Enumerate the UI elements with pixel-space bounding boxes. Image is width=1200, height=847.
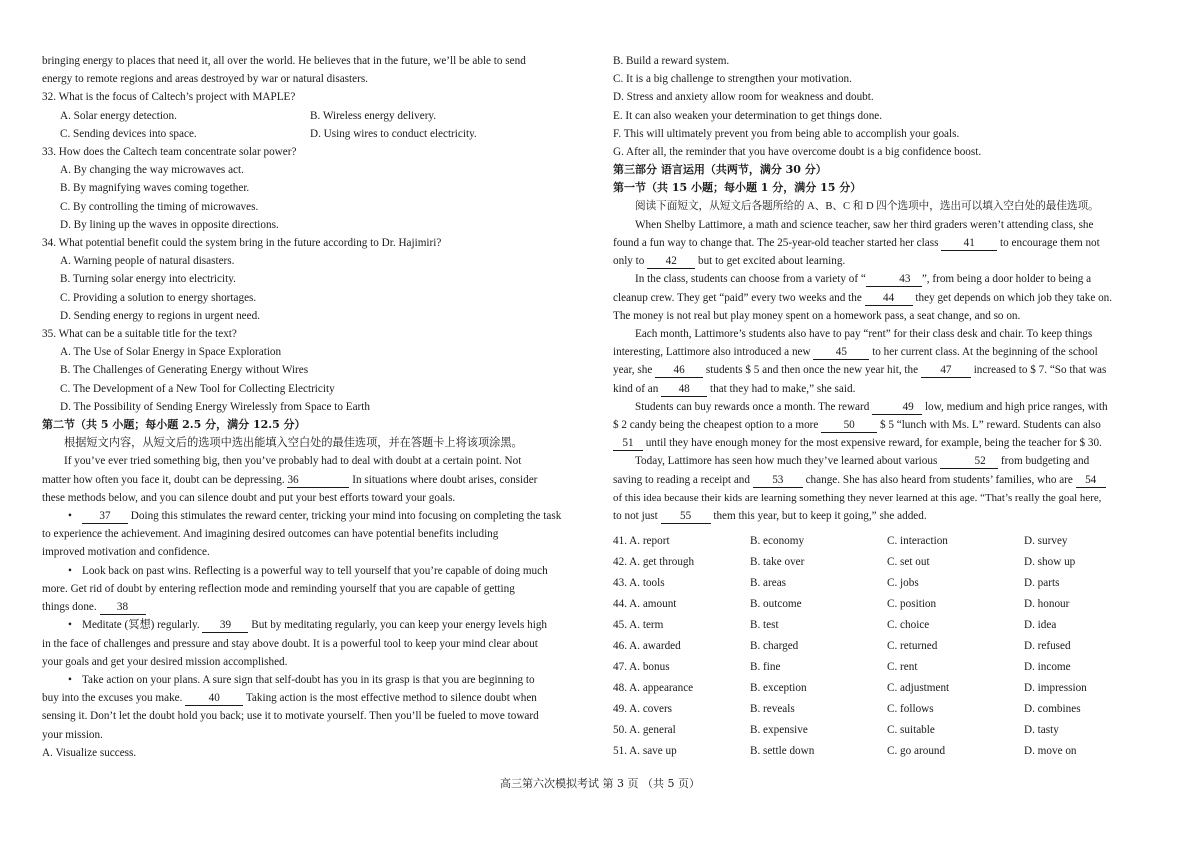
bullet-icon: •	[68, 619, 72, 632]
option-c: C. It is a big challenge to strengthen your motivation.	[613, 73, 852, 86]
option-d: D. move on	[1024, 745, 1077, 757]
option: A. Solar energy detection.	[60, 109, 177, 122]
blank-39: 39	[202, 618, 248, 633]
option-a: 42. A. get through	[613, 556, 695, 568]
passage-line: Today, Lattimore has seen how much they’ve learned about various 52 from budgeting and	[635, 455, 1090, 468]
option-d: D. income	[1024, 661, 1071, 673]
instructions: 根据短文内容，从短文后的选项中选出能填入空白处的最佳选项，并在答题卡上将该项涂黑。	[64, 437, 523, 450]
option: A. Warning people of natural disasters.	[60, 255, 235, 268]
passage-line: • Take action on your plans. A sure sign that self-doubt has you in its grasp is that you are beginning to	[42, 671, 610, 689]
passage-line: 51 until they have enough money for the most expensive reward, for example, being the teacher for $ 30.	[613, 434, 1161, 452]
options-row-49	[613, 699, 1161, 720]
option: C. By controlling the timing of microwaves.	[60, 200, 259, 213]
options-table	[613, 531, 1161, 762]
option-b: B. exception	[750, 682, 807, 694]
options-row-50	[613, 720, 1161, 741]
passage-line: Students can buy rewards once a month. The reward 49 low, medium and high price ranges, with	[635, 400, 1108, 413]
instructions: 阅读下面短文，从短文后各题所给的 A、B、C 和 D 四个选项中，选出可以填入空白处的最佳选项。	[635, 200, 1099, 212]
option-b: B. outcome	[750, 598, 802, 610]
passage-line: saving to reading a receipt and 53 change. She has also heard from students’ families, who are 54	[613, 471, 1161, 489]
passage-line: The money is not real but play money spent on a homework pass, a seat change, and so on.	[613, 309, 1021, 322]
blank-49: 49	[872, 400, 922, 415]
passage-line: your goals and get your desired mission accomplished.	[42, 655, 288, 668]
blank-48: 48	[661, 382, 707, 397]
option-g: G. After all, the reminder that you have overcome doubt is a big confidence boost.	[613, 146, 982, 159]
text-line: energy to remote regions and areas destroyed by war or natural disasters.	[42, 73, 368, 86]
passage-line: more. Get rid of doubt by entering reflection mode and reminding yourself that you are capable of getting	[42, 582, 515, 595]
passage-line: $ 2 candy being the cheapest option to a more 50 $ 5 “lunch with Ms. L” reward. Students can also	[613, 419, 1101, 432]
options-row	[42, 125, 610, 143]
option-a: 44. A. amount	[613, 598, 677, 610]
options-row-46	[613, 636, 1161, 657]
bullet-icon: •	[68, 510, 72, 523]
option-d: D. tasty	[1024, 724, 1059, 736]
option-b: B. Build a reward system.	[613, 55, 730, 67]
options-row-48	[613, 678, 1161, 699]
option-d: D. parts	[1024, 577, 1060, 589]
passage-line: Each month, Lattimore’s students also have to pay “rent” for their class desk and chair. To keep things	[635, 328, 1093, 341]
options-row-41	[613, 531, 1161, 552]
option: D. Using wires to conduct electricity.	[310, 127, 477, 140]
options-row-42	[613, 552, 1161, 573]
passage-line: When Shelby Lattimore, a math and science teacher, saw her third graders weren’t attending class, she	[635, 218, 1094, 231]
option-d: D. refused	[1024, 640, 1071, 652]
option-a: 51. A. save up	[613, 745, 677, 757]
option: B. Wireless energy delivery.	[310, 109, 437, 122]
option: D. By lining up the waves in opposite directions.	[60, 218, 279, 231]
option-c: C. interaction	[887, 535, 948, 547]
passage-line: of this idea because their kids are learning something they never learned at this age. “That’s really the goal here,	[613, 491, 1102, 504]
passage-line: • Look back on past wins. Reflecting is a powerful way to tell yourself that you’re capable of doing much	[42, 562, 610, 580]
passage-line: to experience the achievement. And imagining desired outcomes can have potential benefits including	[42, 528, 499, 541]
question-35: 35. What can be a suitable title for the text?	[42, 328, 237, 341]
option-a: 41. A. report	[613, 535, 670, 547]
blank-37: 37	[82, 509, 128, 524]
option-a: 49. A. covers	[613, 703, 673, 715]
option: D. The Possibility of Sending Energy Wirelessly from Space to Earth	[60, 400, 370, 413]
options-row-45	[613, 615, 1161, 636]
option-a: 46. A. awarded	[613, 640, 681, 652]
option: A. The Use of Solar Energy in Space Exploration	[60, 346, 282, 359]
option-b: B. take over	[750, 556, 805, 568]
blank-45: 45	[813, 345, 869, 360]
blank-54: 54	[1076, 473, 1106, 488]
option-a: 45. A. term	[613, 619, 664, 631]
option-b: B. economy	[750, 535, 805, 547]
option-b: B. test	[750, 619, 779, 631]
option-d: D. honour	[1024, 598, 1070, 610]
options-row-47	[613, 657, 1161, 678]
question-34: 34. What potential benefit could the system bring in the future according to Dr. Hajimiri?	[42, 237, 442, 250]
passage-line: If you’ve ever tried something big, then you’ve probably had to deal with doubt at a certain point. Not	[64, 455, 522, 468]
option-b: B. reveals	[750, 703, 795, 715]
option-a: 50. A. general	[613, 724, 676, 736]
blank-55: 55	[661, 509, 711, 524]
option: A. By changing the way microwaves act.	[60, 164, 244, 177]
option: B. By magnifying waves coming together.	[60, 182, 250, 195]
option: B. The Challenges of Generating Energy without Wires	[60, 364, 309, 377]
text-line: bringing energy to places that need it, all over the world. He believes that in the future, we’ll be able to send	[42, 55, 526, 67]
options-row-51	[613, 741, 1161, 762]
passage-line: your mission.	[42, 728, 103, 741]
passage-line: these methods below, and you can silence doubt and put your best efforts toward your goals.	[42, 491, 456, 504]
option-c: C. suitable	[887, 724, 935, 736]
question-32: 32. What is the focus of Caltech’s project with MAPLE?	[42, 91, 296, 104]
option-b: B. settle down	[750, 745, 815, 757]
options-row-43	[613, 573, 1161, 594]
blank-53: 53	[753, 473, 803, 488]
option-c: C. follows	[887, 703, 934, 715]
option-f: F. This will ultimately prevent you from being able to accomplish your goals.	[613, 127, 960, 140]
option-c: C. adjustment	[887, 682, 950, 694]
option: B. Turning solar energy into electricity.	[60, 273, 236, 286]
option-d: D. idea	[1024, 619, 1057, 631]
passage-line: buy into the excuses you make. 40 Taking action is the most effective method to silence doubt when	[42, 692, 537, 705]
passage-line: interesting, Lattimore also introduced a new 45 to her current class. At the beginning of the school	[613, 346, 1098, 359]
option-a: A. Visualize success.	[42, 746, 137, 759]
blank-41: 41	[941, 236, 997, 251]
option-b: B. fine	[750, 661, 781, 673]
passage-line: kind of an 48 that they had to make,” she said.	[613, 382, 856, 395]
option-c: C. go around	[887, 745, 946, 757]
options-row	[42, 107, 610, 125]
section-heading: 第一节（共 15 小题；每小题 1 分，满分 15 分）	[613, 181, 862, 195]
blank-46: 46	[655, 363, 703, 378]
passage-line: only to 42 but to get excited about learning.	[613, 255, 846, 268]
passage-line: • 37 Doing this stimulates the reward center, tricking your mind into focusing on completing the task	[42, 507, 610, 525]
options-row-44	[613, 594, 1161, 615]
blank-38: 38	[100, 600, 146, 615]
option-a: 48. A. appearance	[613, 682, 694, 694]
blank-42: 42	[647, 254, 695, 269]
option-c: C. set out	[887, 556, 930, 568]
option-d: D. combines	[1024, 703, 1081, 715]
option-e: E. It can also weaken your determination to get things done.	[613, 109, 883, 122]
blank-44: 44	[865, 291, 913, 306]
passage-line: sensing it. Don’t let the doubt hold you back; use it to motivate yourself. Then you’ll be fueled to move toward	[42, 710, 539, 723]
option-d: D. survey	[1024, 535, 1068, 547]
passage-line: year, she 46 students $ 5 and then once the new year hit, the 47 increased to $ 7. “So that was	[613, 364, 1107, 377]
bullet-icon: •	[68, 564, 72, 577]
blank-36: 36	[287, 473, 349, 488]
page-footer: 高三第六次模拟考试 第 3 页 （共 5 页）	[500, 777, 700, 790]
option-d: D. Stress and anxiety allow room for weakness and doubt.	[613, 91, 874, 104]
blank-47: 47	[921, 363, 971, 378]
left-column	[42, 52, 610, 762]
option-d: D. show up	[1024, 556, 1076, 568]
passage-line: in the face of challenges and pressure and stay above doubt. It is a powerful tool to keep your mind clear about	[42, 637, 538, 650]
passage-line: to not just 55 them this year, but to keep it going,” she added.	[613, 510, 927, 523]
blank-51: 51	[613, 436, 643, 451]
option-b: B. charged	[750, 640, 799, 652]
option-b: B. areas	[750, 577, 787, 589]
option: C. Sending devices into space.	[60, 127, 197, 140]
option: C. Providing a solution to energy shortages.	[60, 291, 257, 304]
option: D. Sending energy to regions in urgent need.	[60, 309, 260, 322]
option-c: C. returned	[887, 640, 938, 652]
option-a: 43. A. tools	[613, 577, 665, 589]
option: C. The Development of a New Tool for Collecting Electricity	[60, 382, 335, 395]
question-33: 33. How does the Caltech team concentrate solar power?	[42, 146, 297, 159]
passage-line: cleanup crew. They get “paid” every two weeks and the 44 they get depends on which job they take on.	[613, 291, 1113, 304]
option-d: D. impression	[1024, 682, 1087, 694]
blank-50: 50	[821, 418, 877, 433]
passage-line: things done. 38	[42, 598, 610, 616]
blank-40: 40	[185, 691, 243, 706]
blank-52: 52	[940, 454, 998, 469]
option-c: C. rent	[887, 661, 918, 673]
option-b: B. expensive	[750, 724, 808, 736]
section-heading: 第二节（共 5 小题；每小题 2.5 分，满分 12.5 分）	[42, 418, 306, 432]
part-heading: 第三部分 语言运用（共两节，满分 30 分）	[613, 163, 827, 177]
bullet-icon: •	[68, 673, 72, 686]
blank-43: 43	[866, 272, 922, 287]
option-c: C. choice	[887, 619, 930, 631]
passage-line: matter how often you face it, doubt can be depressing. 36 In situations where doubt arises, consider	[42, 473, 538, 486]
passage-line: found a fun way to change that. The 25-year-old teacher started her class 41 to encourage them not	[613, 237, 1100, 250]
right-column	[613, 52, 1161, 525]
passage-line: • Meditate (冥想) regularly. 39 But by meditating regularly, you can keep your energy levels high	[42, 616, 610, 634]
passage-line: improved motivation and confidence.	[42, 546, 210, 559]
option-c: C. position	[887, 598, 937, 610]
option-c: C. jobs	[887, 577, 919, 589]
option-a: 47. A. bonus	[613, 661, 670, 673]
passage-line: In the class, students can choose from a variety of “ 43 ”, from being a door holder to being a	[635, 273, 1092, 286]
